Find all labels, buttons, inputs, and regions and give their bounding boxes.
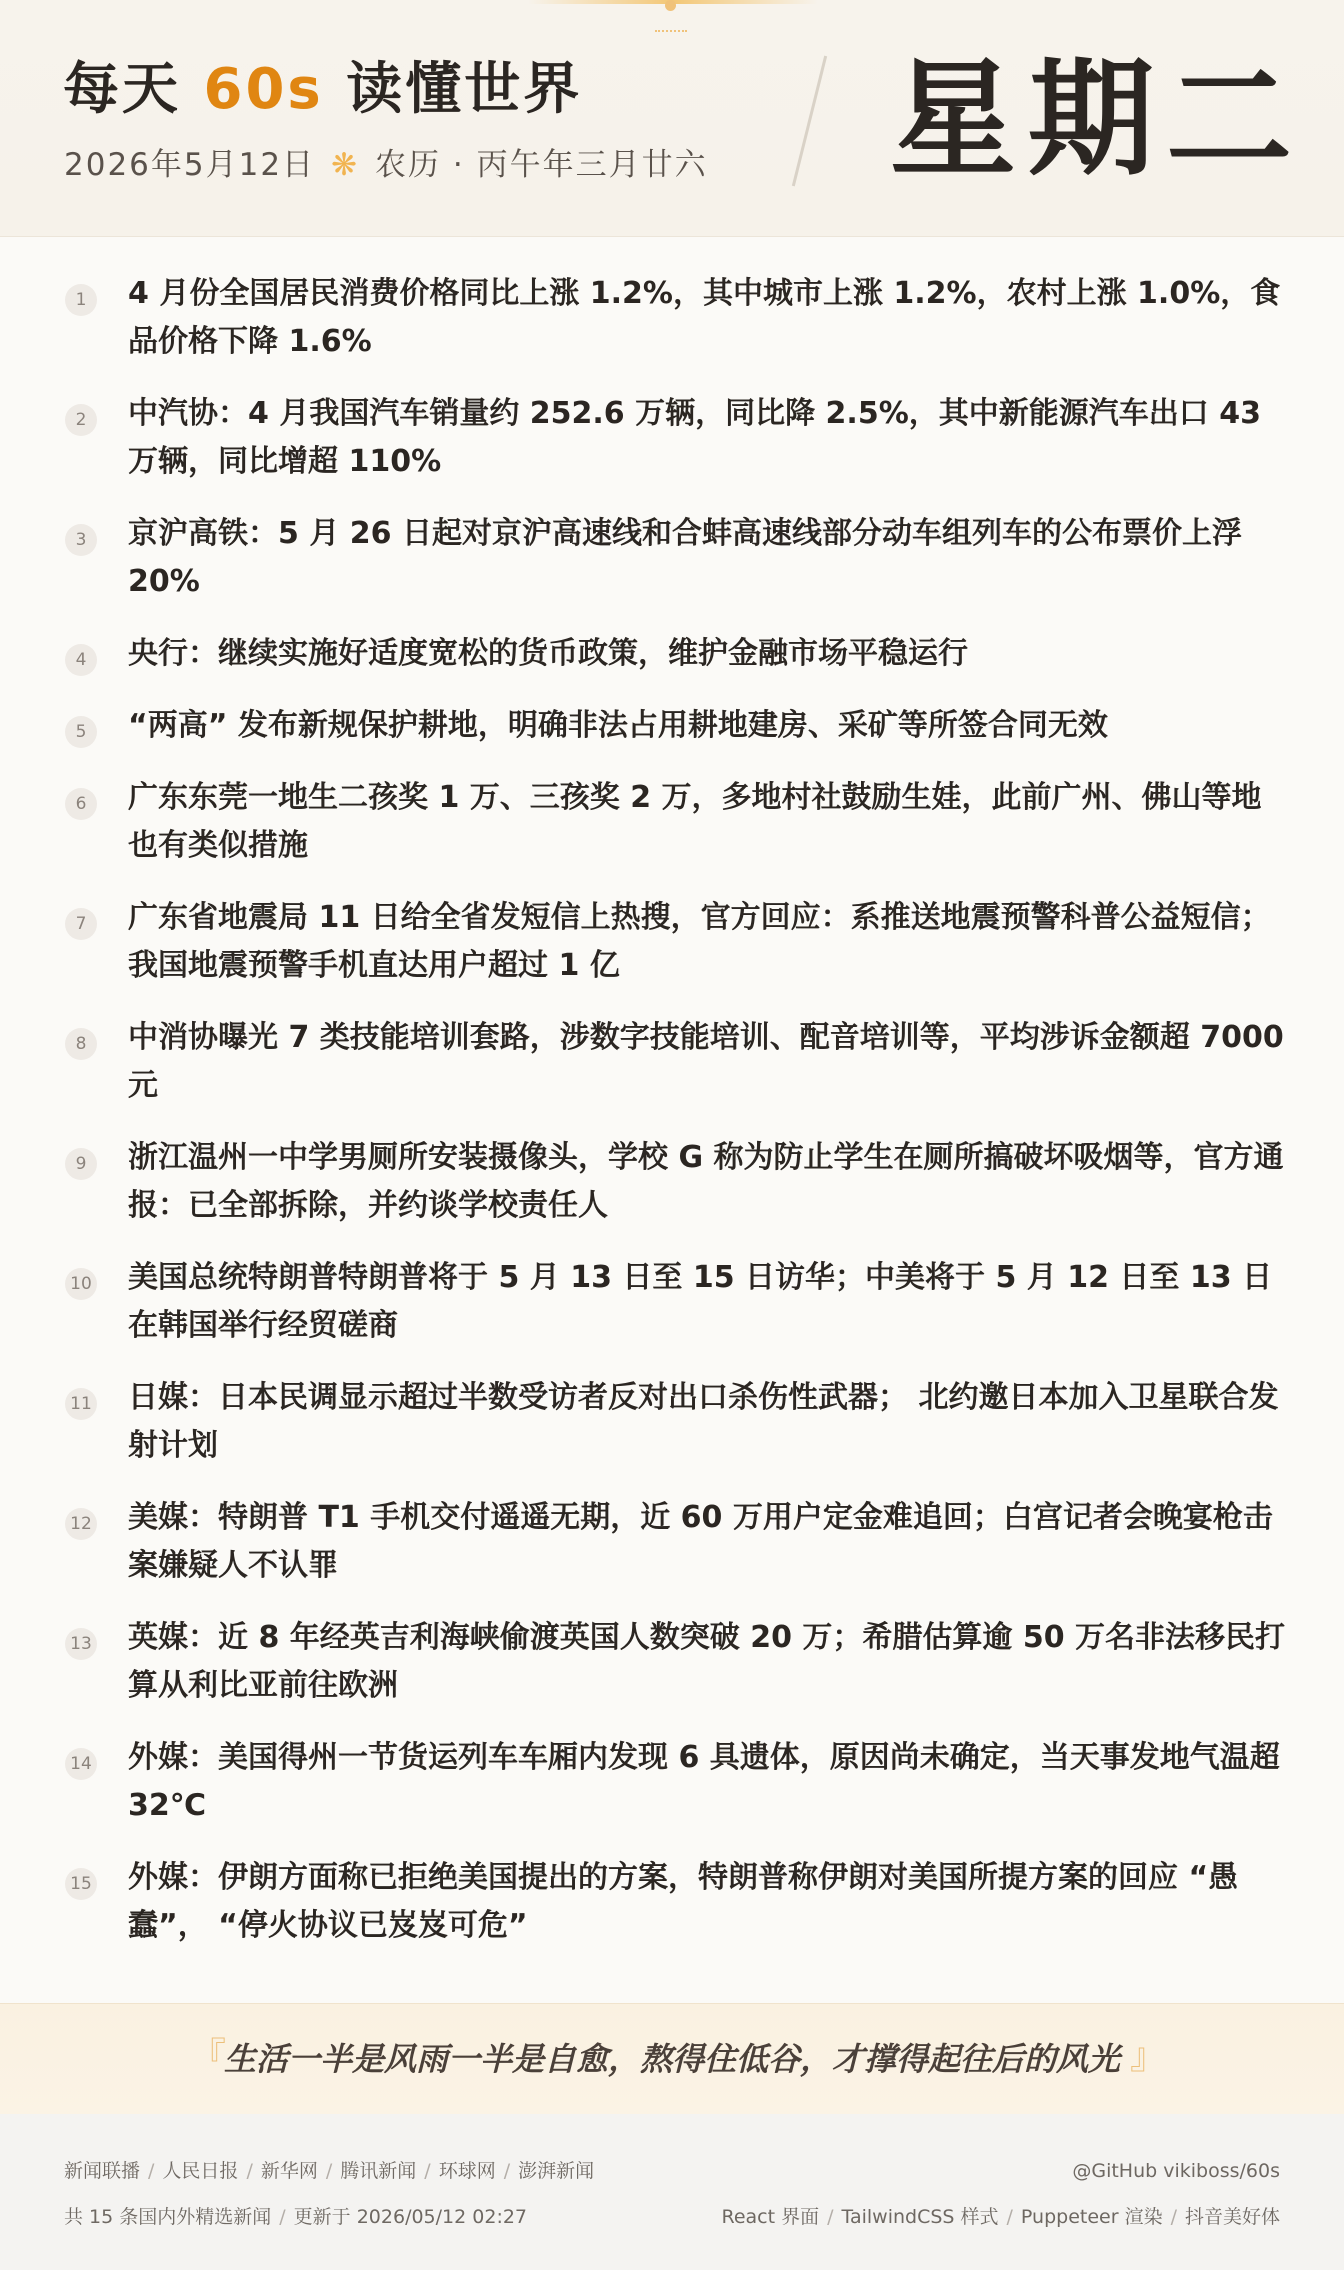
news-text: 美国总统特朗普特朗普将于 5 月 13 日至 15 日访华；中美将于 5 月 12 日至 13 日在韩国举行经贸磋商	[128, 1260, 1273, 1343]
news-number: 3	[65, 524, 97, 556]
sparkle-icon: ❋	[331, 147, 360, 183]
footer-meta	[64, 2202, 527, 2232]
news-number: 12	[65, 1508, 97, 1540]
footer	[0, 2114, 1344, 2270]
news-number: 7	[65, 908, 97, 940]
news-item	[0, 1494, 1344, 1604]
separator: /	[325, 2160, 333, 2182]
news-text: 广东省地震局 11 日给全省发短信上热搜，官方回应：系推送地震预警科普公益短信；我国地震预警手机直达用户超过 1 亿	[128, 900, 1271, 983]
top-dash-decoration	[655, 30, 687, 32]
news-number: 14	[65, 1748, 97, 1780]
news-text: 日媒：日本民调显示超过半数受访者反对出口杀伤性武器； 北约邀日本加入卫星联合发射计划	[128, 1380, 1279, 1463]
news-number: 13	[65, 1628, 97, 1660]
news-number: 8	[65, 1028, 97, 1060]
news-item	[0, 510, 1344, 620]
lunar-date-text: 农历 · 丙午年三月廿六	[375, 147, 708, 183]
news-number: 11	[65, 1388, 97, 1420]
news-text: 中汽协：4 月我国汽车销量约 252.6 万辆，同比降 2.5%，其中新能源汽车出口 43 万辆，同比增超 110%	[128, 396, 1261, 479]
title-accent: 60s	[203, 57, 324, 122]
news-text: 广东东莞一地生二孩奖 1 万、三孩奖 2 万，多地村社鼓励生娃，此前广州、佛山等地也有类似措施	[128, 780, 1262, 863]
github-link[interactable]: @GitHub vikiboss/60s	[1072, 2160, 1280, 2182]
news-item	[0, 894, 1344, 1004]
news-item	[0, 1854, 1344, 1964]
tech-item: React 界面	[721, 2206, 820, 2228]
news-text: 英媒：近 8 年经英吉利海峡偷渡英国人数突破 20 万；希腊估算逾 50 万名非法移民打算从利比亚前往欧洲	[128, 1620, 1286, 1703]
tech-item: 抖音美好体	[1184, 2206, 1280, 2228]
news-text: 中消协曝光 7 类技能培训套路，涉数字技能培训、配音培训等，平均涉诉金额超 7000 元	[128, 1020, 1284, 1103]
source-list	[64, 2156, 594, 2186]
news-text: 外媒：伊朗方面称已拒绝美国提出的方案，特朗普称伊朗对美国所提方案的回应 “愚蠢”， “停火协议已岌岌可危”	[128, 1860, 1239, 1943]
separator: /	[1006, 2206, 1013, 2228]
source-item: 人民日报	[162, 2160, 239, 2182]
source-item: 环球网	[438, 2160, 496, 2182]
news-item	[0, 1614, 1344, 1724]
news-item	[0, 1134, 1344, 1244]
date-text: 2026年5月12日	[64, 147, 316, 183]
news-text: 外媒：美国得州一节货运列车车厢内发现 6 具遗体，原因尚未确定，当天事发地气温超 32℃	[128, 1740, 1280, 1823]
news-item	[0, 390, 1344, 500]
page-title	[63, 50, 582, 130]
news-text: “两高” 发布新规保护耕地，明确非法占用耕地建房、采矿等所签合同无效	[128, 708, 1108, 743]
news-number: 10	[65, 1268, 97, 1300]
updated-time: 更新于 2026/05/12 02:27	[293, 2206, 528, 2228]
news-text: 浙江温州一中学男厕所安装摄像头，学校 G 称为防止学生在厕所搞破坏吸烟等，官方通报：已全部拆除，并约谈学校责任人	[128, 1140, 1284, 1223]
news-number: 5	[65, 716, 97, 748]
title-prefix: 每天	[63, 57, 181, 122]
separator: /	[246, 2160, 253, 2182]
news-text: 京沪高铁：5 月 26 日起对京沪高速线和合蚌高速线部分动车组列车的公布票价上浮 20%	[128, 516, 1242, 599]
separator: /	[424, 2160, 431, 2182]
tech-stack	[721, 2202, 1280, 2232]
quote-text: 生活一半是风雨一半是自愈，熬得住低谷，才撑得起往后的风光	[223, 2040, 1120, 2078]
news-item	[0, 1734, 1344, 1844]
news-number: 4	[65, 644, 97, 676]
news-item	[0, 1254, 1344, 1364]
news-number: 9	[65, 1148, 97, 1180]
news-text: 美媒：特朗普 T1 手机交付遥遥无期，近 60 万用户定金难追回；白宫记者会晚宴枪击案嫌疑人不认罪	[128, 1500, 1273, 1583]
tech-item: Puppeteer 渲染	[1020, 2206, 1163, 2228]
news-number: 1	[65, 284, 97, 316]
source-item: 新闻联播	[64, 2160, 141, 2182]
weekday-label: 星期二	[890, 46, 1304, 193]
news-number: 15	[65, 1868, 97, 1900]
source-item: 新华网	[260, 2160, 318, 2182]
header	[0, 0, 1344, 237]
separator: /	[503, 2160, 511, 2182]
news-count: 共 15 条国内外精选新闻	[64, 2206, 272, 2228]
title-suffix: 读懂世界	[346, 57, 583, 122]
news-item	[0, 1014, 1344, 1124]
separator: /	[148, 2160, 155, 2182]
date-line	[64, 140, 708, 190]
source-item: 腾讯新闻	[340, 2160, 417, 2182]
daily-quote	[0, 2003, 1344, 2115]
news-text: 央行：继续实施好适度宽松的货币政策，维护金融市场平稳运行	[128, 636, 968, 671]
news-item	[0, 270, 1344, 380]
news-number: 6	[65, 788, 97, 820]
separator: /	[279, 2206, 286, 2228]
quote-open-mark: 『	[190, 2036, 227, 2077]
separator: /	[827, 2206, 834, 2228]
source-item: 澎湃新闻	[518, 2160, 595, 2182]
top-dot-decoration	[665, 0, 676, 11]
news-text: 4 月份全国居民消费价格同比上涨 1.2%，其中城市上涨 1.2%，农村上涨 1.0%，食品价格下降 1.6%	[128, 276, 1281, 359]
tech-item: TailwindCSS 样式	[841, 2206, 999, 2228]
separator: /	[1170, 2206, 1177, 2228]
news-number: 2	[65, 404, 97, 436]
news-item	[0, 1374, 1344, 1484]
divider-slash	[792, 56, 827, 187]
news-item	[0, 774, 1344, 884]
quote-close-mark: 』	[1130, 2036, 1167, 2077]
